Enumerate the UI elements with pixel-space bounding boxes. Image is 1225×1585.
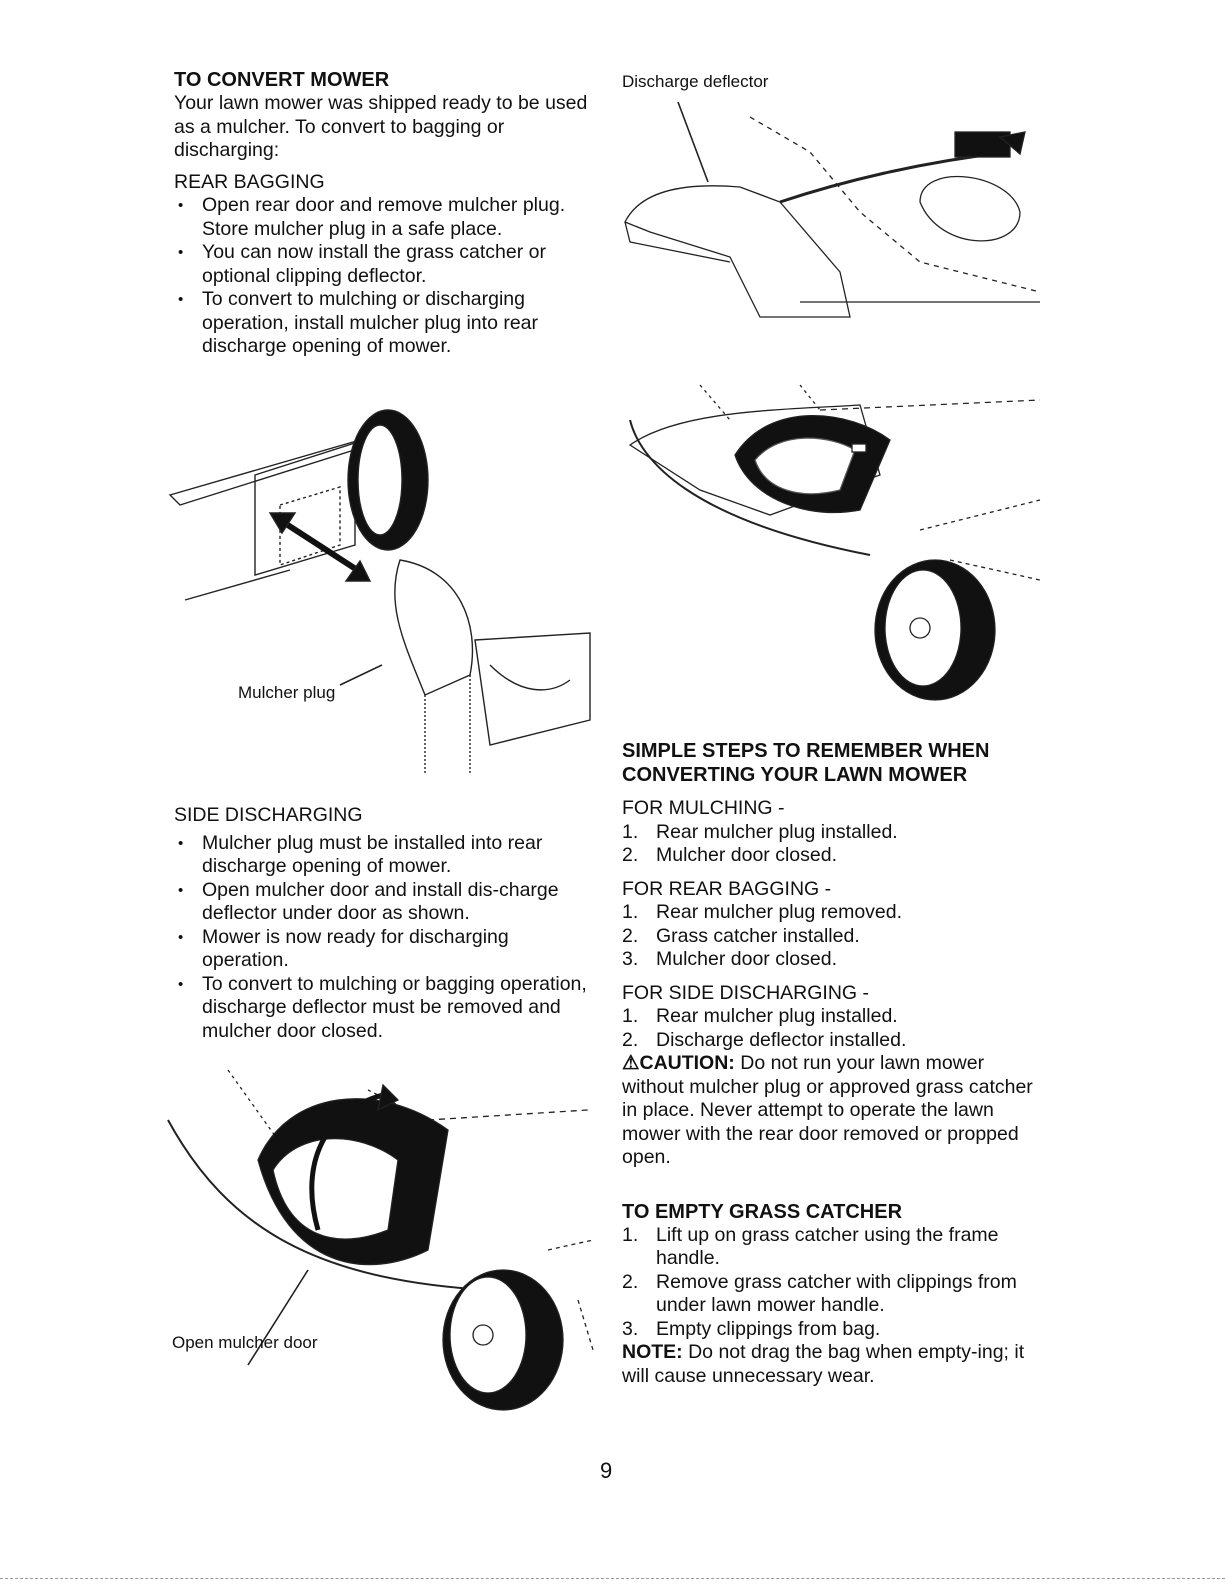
list-item: 1. Rear mulcher plug removed. — [622, 901, 903, 923]
caution-text: Do not run your lawn mower without mulcher plug or approved grass catcher in place. Never attempt to operate the lawn mower with the rear door removed or propped open. — [622, 1052, 1033, 1168]
convert-mower-intro: Your lawn mower was shipped ready to be used as a mulcher. To convert to bagging or discharging: — [174, 92, 588, 161]
note-text: Do not drag the bag when empty-ing; it will cause unnecessary wear. — [622, 1341, 1025, 1387]
discharge-deflector-caption: Discharge deflector — [622, 72, 769, 91]
discharge-deflector-illustration — [620, 92, 1050, 322]
list-item: 2. Remove grass catcher with clippings from under lawn mower handle. — [622, 1270, 1017, 1316]
rear-bagging-list — [174, 194, 594, 359]
rear-bagging-heading: REAR BAGGING — [174, 170, 325, 193]
page-number: 9 — [600, 1458, 613, 1483]
list-item: • Mulcher plug must be installed into rear discharge opening of mower. — [174, 832, 594, 879]
rear-bagging-steps — [622, 901, 1042, 972]
side-discharging-steps — [622, 1005, 1042, 1052]
simple-steps-heading: SIMPLE STEPS TO REMEMBER WHEN CONVERTING YOUR LAWN MOWER — [622, 740, 990, 786]
empty-grass-catcher-heading: TO EMPTY GRASS CATCHER — [622, 1200, 903, 1223]
side-discharging-list — [174, 832, 594, 1044]
list-item: 1. Rear mulcher plug installed. — [622, 820, 898, 843]
note-paragraph — [622, 1341, 1042, 1388]
list-item: • Mower is now ready for discharging operation. — [174, 926, 594, 973]
note-label: NOTE: — [622, 1341, 683, 1363]
mulching-list — [622, 821, 1042, 868]
right-column-text — [622, 739, 1042, 1388]
closed-mulcher-door-illustration — [620, 380, 1050, 730]
list-item: • You can now install the grass catcher or optional clipping deflector. — [174, 241, 594, 288]
list-item: 2. Discharge deflector installed. — [622, 1028, 907, 1051]
for-mulching-heading: FOR MULCHING - — [622, 797, 785, 819]
list-item: 2. Mulcher door closed. — [622, 844, 838, 866]
page-bottom-rule — [0, 1578, 1225, 1579]
list-item: • To convert to mulching or discharging operation, install mulcher plug into rear discharge opening of mower. — [174, 288, 594, 359]
warning-icon: ⚠ — [622, 1052, 640, 1074]
list-item: 3. Mulcher door closed. — [622, 948, 838, 970]
side-discharging-section — [174, 804, 604, 1043]
list-item: • Open rear door and remove mulcher plug. Store mulcher plug in a safe place. — [174, 194, 594, 241]
convert-mower-heading: TO CONVERT MOWER — [174, 69, 390, 91]
mulcher-plug-caption: Mulcher plug — [238, 683, 336, 702]
list-item: 2. Grass catcher installed. — [622, 924, 860, 947]
open-mulcher-door-illustration — [168, 1050, 608, 1420]
left-column — [174, 68, 604, 359]
list-item: • Open mulcher door and install dis-charge deflector under door as shown. — [174, 879, 594, 926]
caution-paragraph — [622, 1052, 1042, 1170]
open-door-caption: Open mulcher door — [172, 1333, 318, 1352]
mulcher-plug-illustration — [170, 395, 610, 775]
list-item: 1. Rear mulcher plug installed. — [622, 1005, 898, 1027]
caution-label: CAUTION: — [639, 1052, 735, 1074]
for-side-discharging-heading: FOR SIDE DISCHARGING - — [622, 981, 870, 1004]
list-item: 3. Empty clippings from bag. — [622, 1317, 881, 1340]
for-rear-bagging-heading: FOR REAR BAGGING - — [622, 877, 832, 900]
list-item: 1. Lift up on grass catcher using the frame handle. — [622, 1223, 999, 1269]
list-item: • To convert to mulching or bagging operation, discharge deflector must be removed and mulcher door closed. — [174, 973, 594, 1044]
empty-catcher-steps — [622, 1224, 1042, 1342]
side-discharging-heading: SIDE DISCHARGING — [174, 804, 363, 826]
